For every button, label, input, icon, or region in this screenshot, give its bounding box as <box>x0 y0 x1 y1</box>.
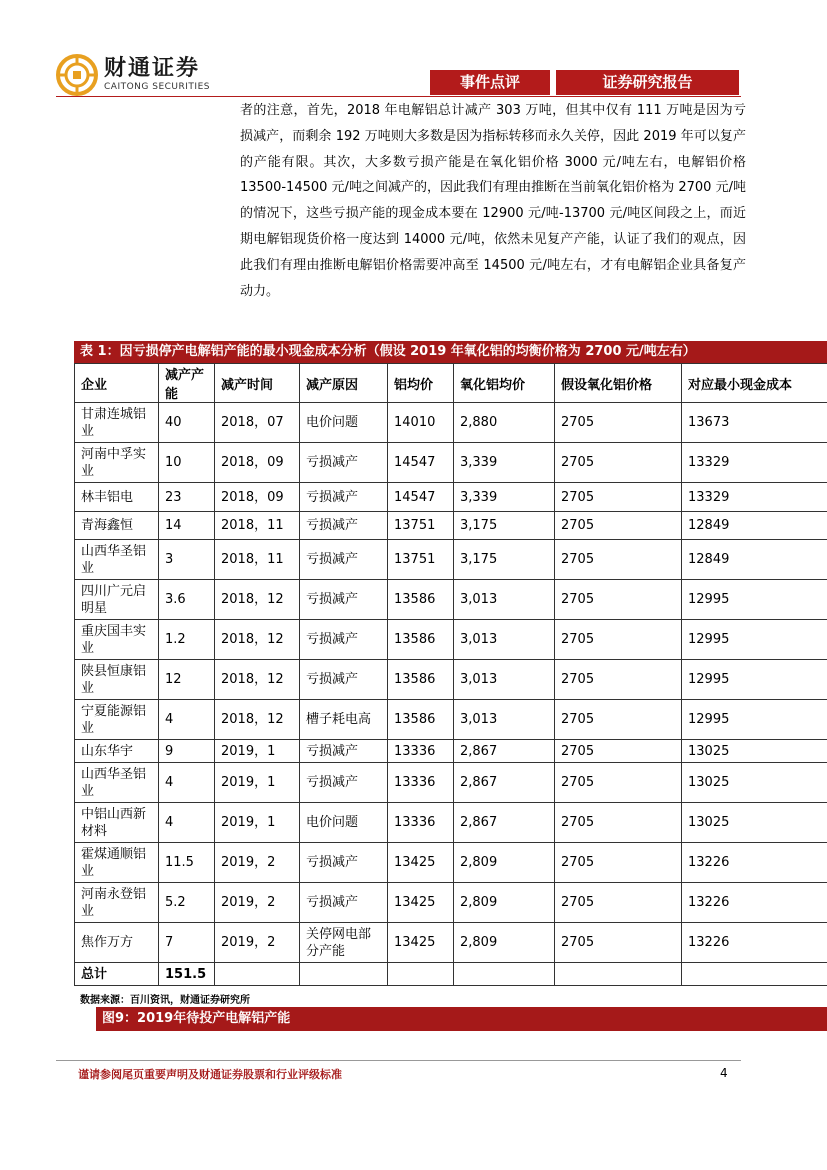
table-row <box>75 483 827 512</box>
cell-capacity-cut: 11.5 <box>159 843 215 883</box>
cell-company: 河南中孚实业 <box>75 443 159 483</box>
cell-aluminum-avg: 13586 <box>388 620 454 660</box>
table-row <box>75 763 827 803</box>
cell-company: 青海鑫恒 <box>75 512 159 540</box>
table-row <box>75 803 827 843</box>
cell-alumina-avg: 3,175 <box>454 540 555 580</box>
cell-aluminum-avg: 13425 <box>388 923 454 963</box>
cell-min-cash-cost: 12849 <box>682 512 827 540</box>
cell-cut-reason: 亏损减产 <box>300 763 388 803</box>
cell-cut-reason: 亏损减产 <box>300 883 388 923</box>
cell-alumina-avg: 2,880 <box>454 403 555 443</box>
cell-company: 河南永登铝业 <box>75 883 159 923</box>
cell-company: 焦作万方 <box>75 923 159 963</box>
col-header-cut-reason: 减产原因 <box>300 364 388 403</box>
table-row <box>75 740 827 763</box>
total-label: 总计 <box>75 963 159 986</box>
cell-capacity-cut: 23 <box>159 483 215 512</box>
cell-cut-reason: 亏损减产 <box>300 620 388 660</box>
total-value: 151.5 <box>159 963 215 986</box>
cell-cut-time: 2018，07 <box>215 403 300 443</box>
cell-min-cash-cost: 13226 <box>682 843 827 883</box>
cell-cut-time: 2018，12 <box>215 580 300 620</box>
logo-coin-icon <box>56 54 98 96</box>
table-row <box>75 540 827 580</box>
cell-cut-reason: 亏损减产 <box>300 660 388 700</box>
cell-alumina-avg: 2,809 <box>454 923 555 963</box>
cell-capacity-cut: 5.2 <box>159 883 215 923</box>
cell-cut-reason: 亏损减产 <box>300 443 388 483</box>
col-header-company: 企业 <box>75 364 159 403</box>
cell-alumina-avg: 3,013 <box>454 580 555 620</box>
table-row <box>75 923 827 963</box>
cell-cut-time: 2018，12 <box>215 700 300 740</box>
table-row <box>75 443 827 483</box>
col-header-assumed-alumina: 假设氧化铝价格 <box>555 364 682 403</box>
cell-aluminum-avg: 13586 <box>388 700 454 740</box>
cell-aluminum-avg: 13336 <box>388 763 454 803</box>
cell-aluminum-avg: 13586 <box>388 580 454 620</box>
cell-alumina-avg: 3,013 <box>454 700 555 740</box>
figure-title: 图9：2019年待投产电解铝产能 <box>96 1007 827 1031</box>
cell-cut-time: 2018，09 <box>215 443 300 483</box>
table-header-row <box>75 364 827 403</box>
cell-min-cash-cost: 12995 <box>682 580 827 620</box>
cell-aluminum-avg: 13751 <box>388 540 454 580</box>
cell-aluminum-avg: 13751 <box>388 512 454 540</box>
logo-name-en: CAITONG SECURITIES <box>104 82 210 92</box>
cell-alumina-avg: 2,809 <box>454 843 555 883</box>
cell-capacity-cut: 3 <box>159 540 215 580</box>
cell-cut-reason: 亏损减产 <box>300 580 388 620</box>
cell-alumina-avg: 2,867 <box>454 803 555 843</box>
cell-capacity-cut: 4 <box>159 700 215 740</box>
data-source-note: 数据来源：百川资讯，财通证券研究所 <box>80 995 250 1006</box>
cell-aluminum-avg: 14010 <box>388 403 454 443</box>
cell-cut-time: 2018，11 <box>215 512 300 540</box>
table-title: 表 1：因亏损停产电解铝产能的最小现金成本分析（假设 2019 年氧化铝的均衡价格为 2700 元/吨左右） <box>74 341 827 363</box>
cell-assumed-alumina: 2705 <box>555 883 682 923</box>
cell-company: 林丰铝电 <box>75 483 159 512</box>
cell-assumed-alumina: 2705 <box>555 443 682 483</box>
cell-cut-reason: 电价问题 <box>300 803 388 843</box>
logo-name-cn: 财通证券 <box>104 56 201 81</box>
table-row <box>75 843 827 883</box>
cell-aluminum-avg: 13586 <box>388 660 454 700</box>
cell-cut-time: 2018，09 <box>215 483 300 512</box>
cell-assumed-alumina: 2705 <box>555 763 682 803</box>
cell-capacity-cut: 40 <box>159 403 215 443</box>
cell-capacity-cut: 9 <box>159 740 215 763</box>
cell-min-cash-cost: 13329 <box>682 483 827 512</box>
body-paragraph: 者的注意，首先，2018 年电解铝总计减产 303 万吨，但其中仅有 111 万吨是因为亏损减产，而剩余 192 万吨则大多数是因为指标转移而永久关停，因此 2019 年可以复产的产能有限。其次，大多数亏损产能是在氧化铝价格 3000 元/吨左右，电解铝价格 13500-14500 元/吨之间减产的，因此我们有理由推断在当前氧化铝价格为 2700 元/吨的情况下，这些亏损产能的现金成本要在 12900 元/吨-13700 元/吨区间段之上，而近期电解铝现货价格一度达到 14000 元/吨，依然未见复产产能，认证了我们的观点，因此我们有理由推断电解铝价格需要冲高至 14500 元/吨左右，才有电解铝企业具备复产动力。 <box>240 103 746 299</box>
cell-assumed-alumina: 2705 <box>555 483 682 512</box>
cell-alumina-avg: 2,809 <box>454 883 555 923</box>
table-total-row <box>75 963 827 986</box>
table-row <box>75 580 827 620</box>
cell-aluminum-avg: 13425 <box>388 883 454 923</box>
col-header-cut-time: 减产时间 <box>215 364 300 403</box>
cell-assumed-alumina: 2705 <box>555 740 682 763</box>
cell-company: 霍煤通顺铝业 <box>75 843 159 883</box>
col-header-capacity-cut: 减产产能 <box>159 364 215 403</box>
table-row <box>75 403 827 443</box>
cell-assumed-alumina: 2705 <box>555 540 682 580</box>
cell-cut-reason: 电价问题 <box>300 403 388 443</box>
tab-event-review: 事件点评 <box>430 70 550 95</box>
table-row <box>75 620 827 660</box>
cell-assumed-alumina: 2705 <box>555 803 682 843</box>
cell-cut-reason: 亏损减产 <box>300 512 388 540</box>
table-row <box>75 512 827 540</box>
cell-alumina-avg: 2,867 <box>454 763 555 803</box>
report-type-tabs <box>430 70 739 95</box>
cell-alumina-avg: 3,339 <box>454 443 555 483</box>
company-logo <box>56 54 210 96</box>
cell-alumina-avg: 3,013 <box>454 660 555 700</box>
cell-capacity-cut: 4 <box>159 803 215 843</box>
cell-alumina-avg: 3,339 <box>454 483 555 512</box>
cell-company: 山西华圣铝业 <box>75 540 159 580</box>
cell-cut-time: 2019，1 <box>215 763 300 803</box>
cell-assumed-alumina: 2705 <box>555 620 682 660</box>
cell-capacity-cut: 10 <box>159 443 215 483</box>
table-row <box>75 883 827 923</box>
cell-min-cash-cost: 13025 <box>682 740 827 763</box>
cell-min-cash-cost: 13226 <box>682 883 827 923</box>
cell-company: 甘肃连城铝业 <box>75 403 159 443</box>
col-header-aluminum-avg: 铝均价 <box>388 364 454 403</box>
cell-alumina-avg: 3,175 <box>454 512 555 540</box>
cell-company: 陕县恒康铝业 <box>75 660 159 700</box>
cell-company: 重庆国丰实业 <box>75 620 159 660</box>
cell-assumed-alumina: 2705 <box>555 580 682 620</box>
cell-capacity-cut: 12 <box>159 660 215 700</box>
cell-assumed-alumina: 2705 <box>555 512 682 540</box>
cell-cut-reason: 亏损减产 <box>300 483 388 512</box>
cell-company: 中铝山西新材料 <box>75 803 159 843</box>
cell-cut-time: 2019，2 <box>215 923 300 963</box>
cell-cut-time: 2018，12 <box>215 620 300 660</box>
header-divider <box>56 96 741 97</box>
col-header-min-cash-cost: 对应最小现金成本 <box>682 364 827 403</box>
cell-assumed-alumina: 2705 <box>555 843 682 883</box>
cell-assumed-alumina: 2705 <box>555 700 682 740</box>
cell-capacity-cut: 1.2 <box>159 620 215 660</box>
cell-min-cash-cost: 13673 <box>682 403 827 443</box>
cell-aluminum-avg: 13425 <box>388 843 454 883</box>
cell-min-cash-cost: 12995 <box>682 700 827 740</box>
cell-cut-time: 2018，11 <box>215 540 300 580</box>
footer-disclaimer: 谨请参阅尾页重要声明及财通证券股票和行业评级标准 <box>78 1068 342 1081</box>
cell-cut-reason: 槽子耗电高 <box>300 700 388 740</box>
cell-cut-time: 2018，12 <box>215 660 300 700</box>
cell-min-cash-cost: 12995 <box>682 620 827 660</box>
cell-min-cash-cost: 13025 <box>682 803 827 843</box>
cell-min-cash-cost: 13226 <box>682 923 827 963</box>
table-row <box>75 700 827 740</box>
cell-min-cash-cost: 12849 <box>682 540 827 580</box>
cell-assumed-alumina: 2705 <box>555 403 682 443</box>
cell-cut-time: 2019，2 <box>215 883 300 923</box>
cell-capacity-cut: 4 <box>159 763 215 803</box>
cell-min-cash-cost: 13025 <box>682 763 827 803</box>
cell-cut-reason: 亏损减产 <box>300 843 388 883</box>
cell-company: 四川广元启明星 <box>75 580 159 620</box>
cell-min-cash-cost: 13329 <box>682 443 827 483</box>
cell-cut-time: 2019，1 <box>215 740 300 763</box>
cost-analysis-table <box>74 363 827 986</box>
cell-capacity-cut: 3.6 <box>159 580 215 620</box>
cell-assumed-alumina: 2705 <box>555 923 682 963</box>
tab-research-report: 证券研究报告 <box>556 70 739 95</box>
cell-capacity-cut: 14 <box>159 512 215 540</box>
col-header-alumina-avg: 氧化铝均价 <box>454 364 555 403</box>
cell-alumina-avg: 3,013 <box>454 620 555 660</box>
cell-company: 山西华圣铝业 <box>75 763 159 803</box>
cell-aluminum-avg: 14547 <box>388 443 454 483</box>
cell-aluminum-avg: 13336 <box>388 740 454 763</box>
cell-cut-reason: 关停网电部分产能 <box>300 923 388 963</box>
cell-cut-time: 2019，2 <box>215 843 300 883</box>
cell-cut-reason: 亏损减产 <box>300 740 388 763</box>
cell-alumina-avg: 2,867 <box>454 740 555 763</box>
cell-capacity-cut: 7 <box>159 923 215 963</box>
table-row <box>75 660 827 700</box>
cell-cut-time: 2019，1 <box>215 803 300 843</box>
cell-company: 宁夏能源铝业 <box>75 700 159 740</box>
cell-cut-reason: 亏损减产 <box>300 540 388 580</box>
cell-aluminum-avg: 13336 <box>388 803 454 843</box>
cell-company: 山东华宇 <box>75 740 159 763</box>
page-number: 4 <box>720 1066 728 1080</box>
cell-min-cash-cost: 12995 <box>682 660 827 700</box>
cell-assumed-alumina: 2705 <box>555 660 682 700</box>
footer-divider <box>56 1060 741 1061</box>
cell-aluminum-avg: 14547 <box>388 483 454 512</box>
